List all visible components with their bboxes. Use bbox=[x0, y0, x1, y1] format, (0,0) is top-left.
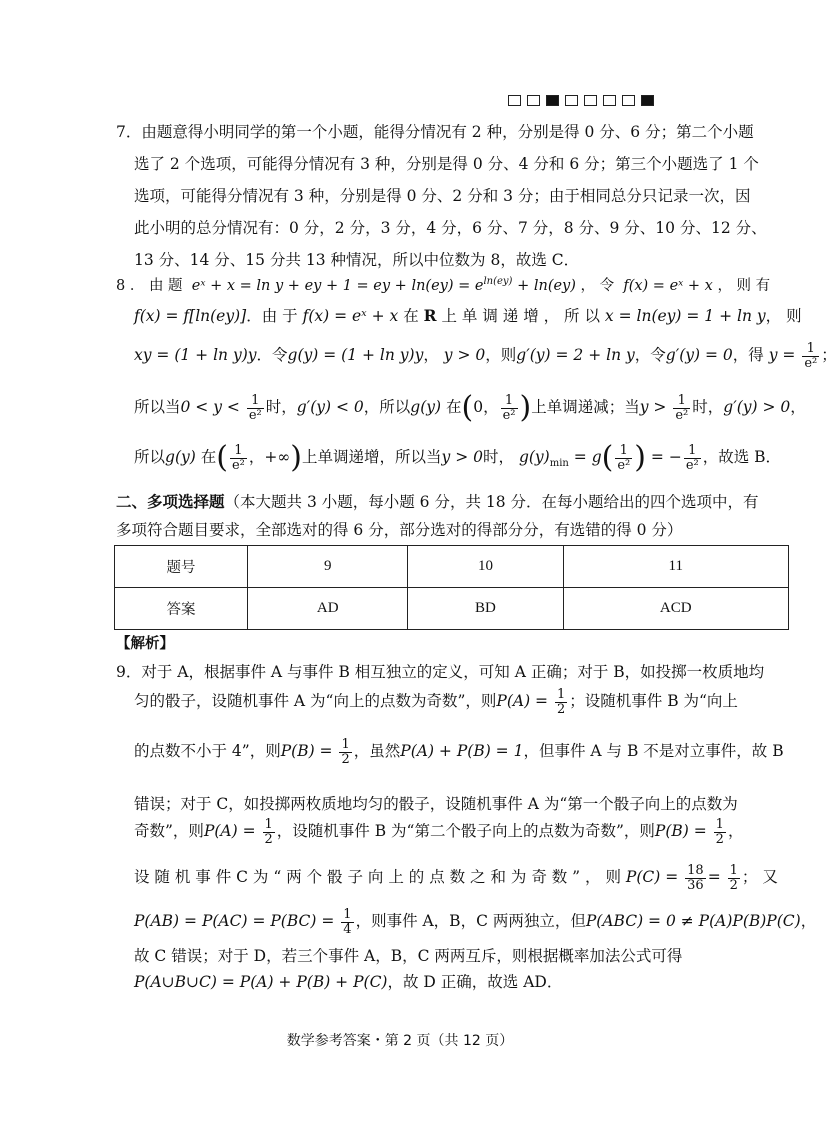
q7-line-3: 选项，可能得分情况有 3 种，分别是得 0 分、2 分和 3 分；由于相同总分只记录一次，因 bbox=[134, 187, 751, 205]
fraction-denominator: e² bbox=[804, 355, 818, 371]
q8-text: ， bbox=[423, 346, 439, 364]
q8-sub: min bbox=[549, 458, 569, 470]
q8-formula: g′(y) < 0 bbox=[296, 398, 364, 416]
q8-text: 在 bbox=[403, 307, 419, 325]
fraction-denominator: 2 bbox=[264, 831, 273, 847]
q8-sup: ln(ey) bbox=[483, 276, 513, 287]
q8-text: 在 bbox=[445, 398, 462, 416]
q9-line-7 bbox=[134, 904, 817, 938]
q8-text: 在 bbox=[200, 448, 217, 466]
q8-line-1 bbox=[116, 272, 771, 296]
q8-interval: ，+∞ bbox=[248, 448, 291, 466]
header-squares bbox=[508, 95, 654, 106]
q8-formula: g(y) bbox=[165, 448, 196, 466]
fraction-denominator: e² bbox=[502, 407, 516, 423]
q9-text: ，故 D 正确，故选 AD． bbox=[387, 973, 563, 991]
fraction-1-over-e2 bbox=[802, 342, 819, 371]
fraction-denominator: e² bbox=[248, 407, 262, 423]
q8-text: 上单调递增，所以当 bbox=[302, 448, 442, 466]
q9-line-2 bbox=[134, 684, 738, 718]
fraction-numerator: 1 bbox=[230, 444, 247, 459]
fraction-denominator: e² bbox=[675, 407, 689, 423]
fraction-1-over-4 bbox=[341, 908, 353, 937]
fraction-numerator: 18 bbox=[687, 862, 704, 878]
fraction-numerator: 1 bbox=[684, 444, 701, 459]
q8-text: 8 ． 由 题 bbox=[116, 277, 183, 294]
fraction-numerator: 1 bbox=[729, 862, 738, 878]
jiexi-heading: 【解析】 bbox=[116, 636, 174, 652]
fraction-denominator: 36 bbox=[687, 877, 704, 893]
q8-formula: x = ln(ey) = 1 + ln y bbox=[604, 307, 766, 325]
page-footer: 数学参考答案・第 2 页（共 12 页） bbox=[286, 1033, 514, 1049]
header-square bbox=[584, 95, 597, 106]
q7-line-5: 13 分、14 分、15 分共 13 种情况，所以中位数为 8，故选 C． bbox=[134, 251, 580, 269]
q9-line-5 bbox=[134, 814, 744, 848]
fraction-numerator: 1 bbox=[247, 394, 264, 409]
q9-line-9 bbox=[134, 972, 700, 992]
table-row bbox=[115, 546, 789, 588]
fraction-numerator: 1 bbox=[715, 816, 724, 832]
q9-formula: P(B) = bbox=[280, 742, 333, 760]
fraction-denominator: 2 bbox=[556, 701, 566, 717]
table-cell: AD bbox=[248, 588, 408, 630]
section2-line-1 bbox=[116, 492, 759, 512]
q8-text: ， bbox=[790, 398, 806, 416]
q9-line-6 bbox=[134, 860, 778, 894]
q8-text: 上单调递减；当 bbox=[531, 398, 640, 416]
q9-text: 的点数不小于 4”，则 bbox=[134, 742, 281, 760]
q9-line-3 bbox=[134, 734, 784, 768]
q9-text: 奇数”，则 bbox=[134, 822, 204, 840]
q9-text: 匀的骰子，设随机事件 A 为“向上的点数为奇数”，则 bbox=[134, 692, 497, 710]
q7-line-4: 此小明的总分情况有：0 分，2 分，3 分，4 分，6 分、7 分，8 分、9 分、10 分、12 分、 bbox=[134, 219, 767, 237]
q8-interval: 0， bbox=[473, 398, 499, 416]
fraction-1-over-2 bbox=[555, 688, 567, 717]
fraction-1-over-e2 bbox=[230, 444, 247, 473]
q8-text: 时， bbox=[482, 448, 514, 466]
q8-line-4: 所以当0 < y < $\frac{1}{\text{e²}}$ 时，g′(y) < 0，所以g(y) 在(0， $\frac{1}{\text{e²}}$ )上单调递减；当y > $\frac{1}{\text{e²}}$ 时，g′(y) > 0， bbox=[134, 390, 806, 425]
header-square bbox=[527, 95, 540, 106]
table-cell: 10 bbox=[408, 546, 563, 588]
fraction-denominator: e² bbox=[617, 457, 631, 473]
q8-formula: g(y) = (1 + ln y)y bbox=[287, 346, 424, 364]
q8-text: ， 则 bbox=[765, 307, 802, 325]
q9-formula: P(B) = bbox=[654, 822, 707, 840]
fraction-numerator: 1 bbox=[556, 686, 566, 702]
table-row bbox=[115, 588, 789, 630]
q8-formula: f(x) = eˣ + x bbox=[623, 277, 713, 294]
q8-formula: eˣ + x = ln y + ey + 1 = ey + ln(ey) = e bbox=[191, 277, 484, 294]
table-header-cell: 答案 bbox=[115, 588, 248, 630]
q8-text: ，则 bbox=[485, 346, 517, 364]
q9-formula: P(AB) = P(AC) = P(BC) = bbox=[134, 912, 335, 930]
q8-formula: y > bbox=[639, 398, 667, 416]
q8-formula: g(y) bbox=[410, 398, 442, 416]
q8-text: ，得 bbox=[732, 346, 764, 364]
table-cell: ACD bbox=[563, 588, 789, 630]
answer-table bbox=[114, 545, 789, 630]
header-square-filled bbox=[546, 95, 559, 106]
q8-text: 所以 bbox=[134, 448, 166, 466]
q9-text: ，设随机事件 B 为“第二个骰子向上的点数为奇数”，则 bbox=[276, 822, 655, 840]
q8-formula: f(x) = f[ln(ey)] bbox=[134, 307, 247, 325]
fraction-numerator: 1 bbox=[264, 816, 273, 832]
fraction-numerator: 1 bbox=[501, 394, 518, 409]
section-text: （本大题共 3 小题，每小题 6 分，共 18 分．在每小题给出的四个选项中，有 bbox=[224, 493, 759, 511]
q8-line-5: 所以g(y) 在( $\frac{1}{\text{e²}}$ ，+∞)上单调递增，所以当y > 0时， $g(y)_{min} = g$( $\frac{1}{\text{e²}}$ ) = − $\frac{1}{\text{e²}}$ ，故选 B． bbox=[134, 440, 782, 475]
q8-formula: g′(y) = 0 bbox=[665, 346, 733, 364]
header-square bbox=[622, 95, 635, 106]
q8-line-3 bbox=[134, 340, 837, 371]
q9-formula: P(A) = bbox=[203, 822, 256, 840]
q8-real-set: R bbox=[423, 306, 437, 325]
q9-formula: P(C) = bbox=[625, 868, 679, 886]
q9-line-8: 故 C 错误；对于 D，若三个事件 A，B，C 两两互斥，则根据概率加法公式可得 bbox=[134, 947, 683, 965]
q9-formula: P(A∪B∪C) = P(A) + P(B) + P(C) bbox=[134, 973, 388, 991]
fraction-1-over-2 bbox=[728, 864, 740, 893]
fraction-18-over-36 bbox=[685, 864, 706, 893]
q8-formula: = − bbox=[650, 448, 682, 466]
fraction-numerator: 1 bbox=[615, 444, 632, 459]
q9-formula: = bbox=[707, 868, 721, 886]
fraction-1-over-2 bbox=[339, 738, 351, 767]
fraction-denominator: e² bbox=[685, 457, 699, 473]
q9-text: ， bbox=[727, 822, 744, 840]
fraction-numerator: 1 bbox=[673, 394, 690, 409]
q9-text: ；设随机事件 B 为“向上 bbox=[569, 692, 738, 710]
header-square-filled bbox=[641, 95, 654, 106]
q9-formula: P(ABC) = 0 ≠ P(A)P(B)P(C) bbox=[585, 912, 801, 930]
fraction-numerator: 1 bbox=[343, 906, 352, 922]
fraction-denominator: 4 bbox=[343, 921, 352, 937]
q8-formula: g′(y) = 2 + ln y bbox=[516, 346, 635, 364]
q8-formula: 0 < y < bbox=[180, 398, 240, 416]
q9-text: ； 又 bbox=[741, 868, 778, 886]
q9-line-4: 错误；对于 C，如投掷两枚质地均匀的骰子，设随机事件 A 为“第一个骰子向上的点数为 bbox=[134, 795, 738, 813]
fraction-1-over-2 bbox=[714, 818, 726, 847]
fraction-numerator: 1 bbox=[802, 342, 819, 357]
q8-formula: + ln(ey) bbox=[512, 277, 576, 294]
q8-formula: y = bbox=[768, 346, 796, 364]
q9-text: ，但事件 A 与 B 不是对立事件，故 B bbox=[523, 742, 784, 760]
q8-formula: = g bbox=[573, 448, 602, 466]
q8-formula: g′(y) > 0 bbox=[723, 398, 791, 416]
q9-text: ，则事件 A，B，C 两两独立，但 bbox=[355, 912, 586, 930]
q8-formula: g(y) bbox=[518, 448, 550, 466]
q8-text: ，故选 B． bbox=[702, 448, 782, 466]
fraction-denominator: e² bbox=[231, 457, 245, 473]
section-heading: 二、多项选择题 bbox=[116, 493, 225, 511]
q8-formula: f(x) = eˣ + x bbox=[302, 307, 399, 325]
table-cell: 11 bbox=[563, 546, 789, 588]
q8-text: ，令 bbox=[634, 346, 666, 364]
q8-text: ，所以 bbox=[363, 398, 411, 416]
table-header-cell: 题号 bbox=[115, 546, 248, 588]
fraction-1-over-e2 bbox=[684, 444, 701, 473]
q8-text: ； bbox=[821, 346, 837, 364]
q8-text: ．令 bbox=[256, 346, 288, 364]
q8-text: 时， bbox=[265, 398, 297, 416]
table-cell: BD bbox=[408, 588, 563, 630]
q8-text: ．由 于 bbox=[246, 307, 298, 325]
fraction-1-over-e2 bbox=[615, 444, 632, 473]
q8-formula: xy = (1 + ln y)y bbox=[134, 346, 257, 364]
fraction-1-over-e2 bbox=[247, 394, 264, 423]
fraction-1-over-e2 bbox=[673, 394, 690, 423]
q9-text: 设 随 机 事 件 C 为 “ 两 个 骰 子 向 上 的 点 数 之 和 为 奇 数 ” ， 则 bbox=[134, 868, 621, 886]
q8-text: ， 令 bbox=[580, 277, 615, 294]
fraction-denominator: 2 bbox=[715, 831, 724, 847]
q8-text: ， 则 有 bbox=[717, 277, 771, 294]
section2-line-2: 多项符合题目要求，全部选对的得 6 分，部分选对的得部分分，有选错的得 0 分） bbox=[116, 521, 683, 539]
q8-text: 上 单 调 递 增 ， 所 以 bbox=[441, 307, 600, 325]
header-square bbox=[565, 95, 578, 106]
q8-line-2 bbox=[134, 306, 802, 326]
q7-line-1: 7．由题意得小明同学的第一个小题，能得分情况有 2 种，分别是得 0 分、6 分；第二个小题 bbox=[116, 123, 754, 141]
q9-line-1: 9．对于 A，根据事件 A 与事件 B 相互独立的定义，可知 A 正确；对于 B，如投掷一枚质地均 bbox=[116, 663, 765, 681]
q8-text: 所以当 bbox=[134, 398, 181, 416]
header-square bbox=[508, 95, 521, 106]
fraction-denominator: 2 bbox=[729, 877, 738, 893]
fraction-numerator: 1 bbox=[341, 736, 350, 752]
fraction-1-over-e2 bbox=[501, 394, 518, 423]
q8-text: 时， bbox=[692, 398, 724, 416]
q8-formula: y > 0 bbox=[443, 346, 486, 364]
q9-text: ，虽然 bbox=[353, 742, 401, 760]
fraction-denominator: 2 bbox=[341, 751, 350, 767]
q9-text: ， bbox=[800, 912, 817, 930]
q7-line-2: 选了 2 个选项，可能得分情况有 3 种，分别是得 0 分、4 分和 6 分；第三个小题选了 1 个 bbox=[134, 155, 759, 173]
table-cell: 9 bbox=[248, 546, 408, 588]
fraction-1-over-2 bbox=[263, 818, 275, 847]
q9-formula: P(A) + P(B) = 1 bbox=[400, 742, 524, 760]
header-square bbox=[603, 95, 616, 106]
q9-formula: P(A) = bbox=[496, 692, 549, 710]
q8-formula: y > 0 bbox=[441, 448, 483, 466]
